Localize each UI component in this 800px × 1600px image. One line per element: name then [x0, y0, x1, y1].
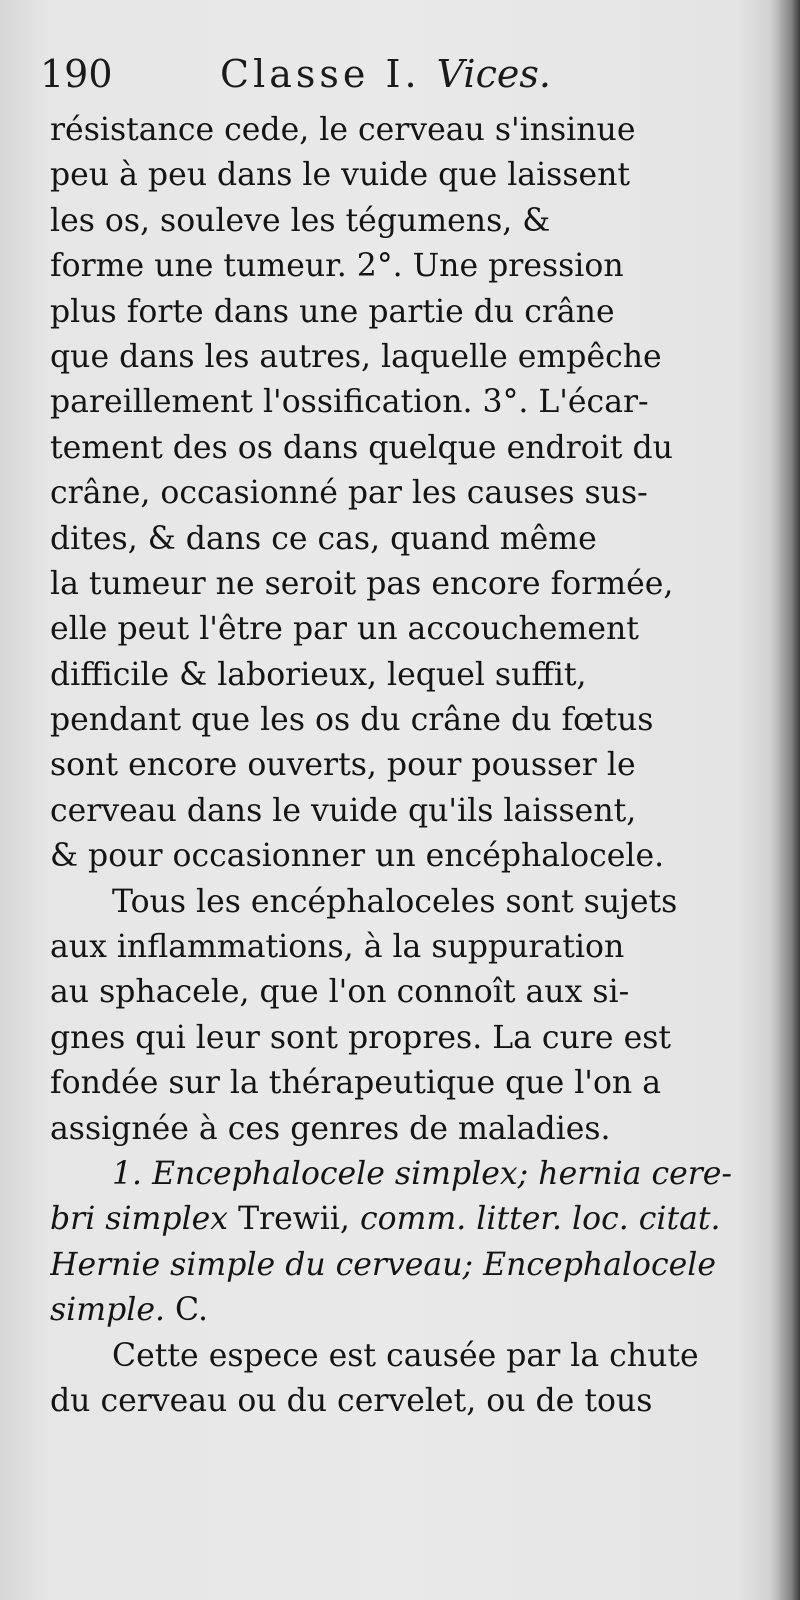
species-french-name: Hernie simple du cerveau; Encephalocele	[50, 1246, 716, 1283]
text-line: pareillement l'ossification. 3°. L'écar-	[50, 384, 649, 421]
species-line	[50, 1288, 750, 1333]
species-name-latin: bri simplex	[50, 1201, 239, 1238]
text-line: résistance cede, le cerveau s'insinue	[50, 112, 636, 148]
text-line: plus forte dans une partie du crâne	[50, 293, 615, 330]
text-line: tement des os dans quelque endroit du	[50, 429, 673, 466]
species-french-simple: simple.	[50, 1292, 176, 1329]
species-citation: comm. litter. loc. citat.	[359, 1201, 721, 1238]
text-line: peu à peu dans le vuide que laissent	[50, 157, 631, 194]
text-line: fondée sur la thérapeutique que l'on a	[50, 1065, 662, 1102]
running-head-vices: Vices.	[436, 52, 551, 96]
text-line: cerveau dans le vuide qu'ils laissent,	[50, 792, 637, 829]
species-heading-line: 1. Encephalocele simplex; hernia cere-	[112, 1155, 733, 1192]
text-line: les os, souleve les tégumens, &	[50, 202, 551, 239]
text-line: gnes qui leur sont propres. La cure est	[50, 1019, 672, 1056]
text-line: crâne, occasionné par les causes sus-	[50, 475, 648, 512]
paragraph-start-line: Cette espece est causée par la chute	[112, 1337, 699, 1374]
species-line	[50, 1197, 750, 1242]
text-line: dites, & dans ce cas, quand même	[50, 520, 597, 557]
text-line: forme une tumeur. 2°. Une pression	[50, 248, 624, 285]
text-line: que dans les autres, laquelle empêche	[50, 338, 662, 375]
page-header	[40, 52, 760, 100]
text-line: elle peut l'être par un accouchement	[50, 611, 639, 648]
body-text	[50, 108, 750, 1424]
text-line: assignée à ces genres de maladies.	[50, 1110, 611, 1147]
text-line: au sphacele, que l'on connoît aux si-	[50, 974, 630, 1011]
species-author: Trewii,	[238, 1201, 360, 1238]
text-line: la tumeur ne seroit pas encore formée,	[50, 565, 674, 602]
page-number: 190	[40, 52, 113, 96]
text-line: & pour occasionner un encéphalocele.	[50, 838, 665, 875]
paragraph-start-line: Tous les encéphaloceles sont sujets	[112, 883, 678, 920]
running-head-classe: Classe I.	[220, 52, 421, 96]
text-line: difficile & laborieux, lequel suffit,	[50, 656, 587, 693]
running-head	[220, 52, 551, 96]
species-source: C.	[175, 1292, 209, 1329]
text-line: sont encore ouverts, pour pousser le	[50, 747, 636, 784]
text-line: pendant que les os du crâne du fœtus	[50, 702, 654, 739]
text-line: aux inflammations, à la suppuration	[50, 929, 625, 966]
page-edge-shadow	[770, 0, 800, 1600]
text-line: du cerveau ou du cervelet, ou de tous	[50, 1382, 653, 1419]
